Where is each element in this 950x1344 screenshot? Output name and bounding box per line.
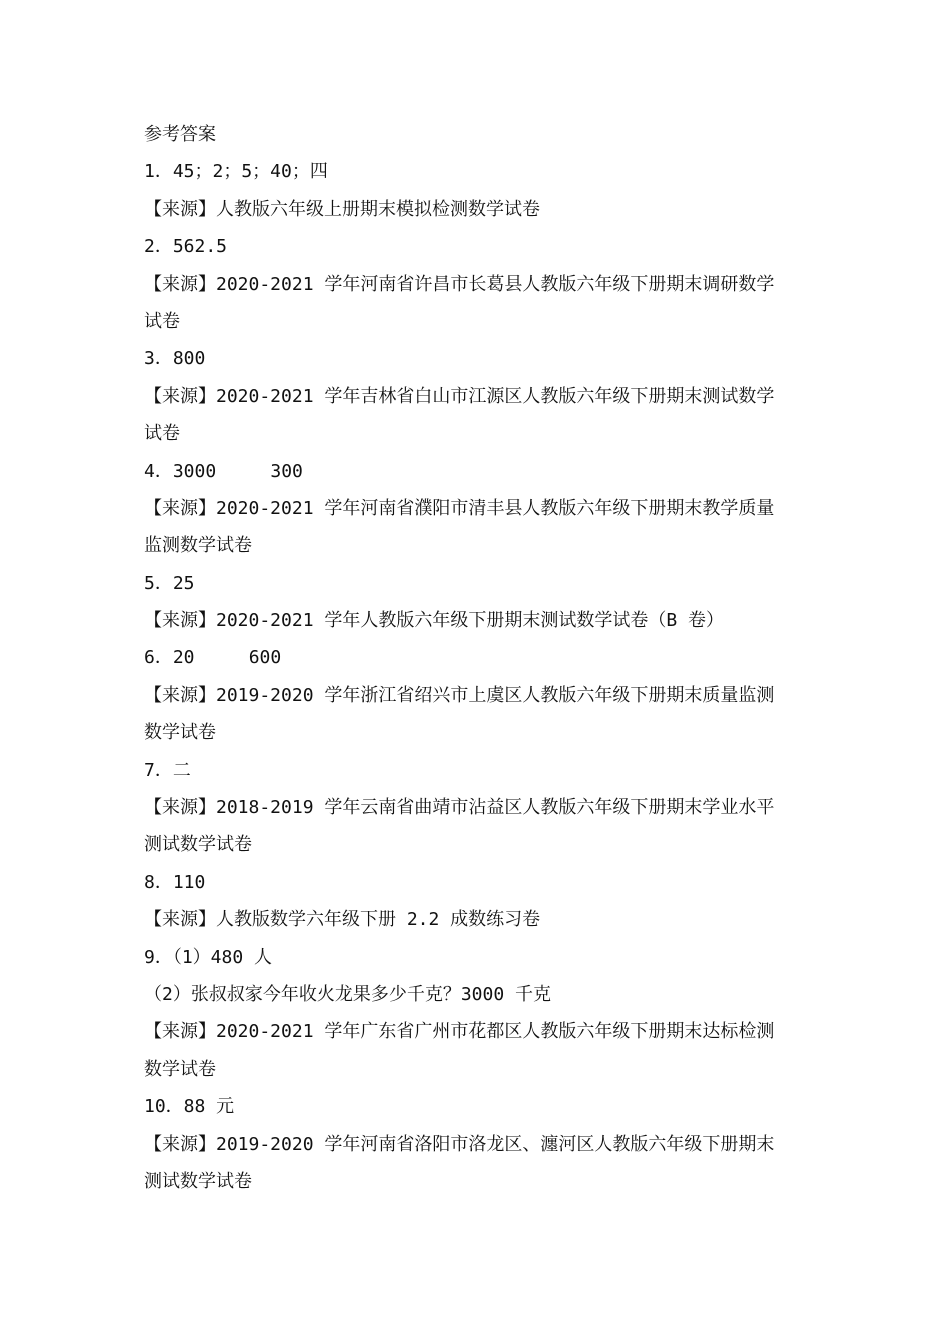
answer-line: 5．25 (144, 572, 195, 594)
source-line-continued: 测试数学试卷 (144, 1170, 252, 1192)
source-line-continued: 试卷 (144, 310, 180, 332)
answer-line: 9．（1）480 人 (144, 946, 273, 968)
answer-line: 10．88 元 (144, 1096, 235, 1118)
source-line: 【来源】2018-2019 学年云南省曲靖市沾益区人教版六年级下册期末学业水平 (144, 797, 775, 819)
page-title: 参考答案 (144, 124, 216, 145)
answer-line: 1．45；2；5；40；四 (144, 161, 328, 183)
answer-line: 4．3000 300 (144, 460, 303, 482)
source-line-continued: 数学试卷 (144, 722, 216, 744)
source-line-continued: 数学试卷 (144, 1058, 216, 1080)
source-line: 【来源】2020-2021 学年河南省许昌市长葛县人教版六年级下册期末调研数学 (144, 273, 775, 295)
source-line: 【来源】2020-2021 学年吉林省白山市江源区人教版六年级下册期末测试数学 (144, 385, 775, 407)
source-line: 【来源】2020-2021 学年广东省广州市花都区人教版六年级下册期末达标检测 (144, 1021, 775, 1043)
source-line: 【来源】2020-2021 学年河南省濮阳市清丰县人教版六年级下册期末教学质量 (144, 497, 775, 519)
source-line-continued: 监测数学试卷 (144, 535, 252, 557)
source-line-continued: 测试数学试卷 (144, 834, 252, 856)
source-line: 【来源】2020-2021 学年人教版六年级下册期末测试数学试卷（B 卷） (144, 610, 725, 632)
answer-line: 7．二 (144, 759, 191, 781)
answer-line: 3．800 (144, 348, 206, 370)
answer-document (144, 116, 814, 1200)
source-line: 【来源】人教版六年级上册期末模拟检测数学试卷 (144, 198, 540, 220)
answer-line: （2）张叔叔家今年收火龙果多少千克？3000 千克 (144, 983, 552, 1005)
source-line: 【来源】2019-2020 学年河南省洛阳市洛龙区、瀍河区人教版六年级下册期末 (144, 1133, 775, 1155)
source-line-continued: 试卷 (144, 423, 180, 445)
answer-line: 6．20 600 (144, 647, 282, 669)
source-line: 【来源】2019-2020 学年浙江省绍兴市上虞区人教版六年级下册期末质量监测 (144, 684, 775, 706)
source-line: 【来源】人教版数学六年级下册 2.2 成数练习卷 (144, 909, 541, 931)
answer-line: 8．110 (144, 871, 206, 893)
answer-line: 2．562.5 (144, 236, 228, 258)
